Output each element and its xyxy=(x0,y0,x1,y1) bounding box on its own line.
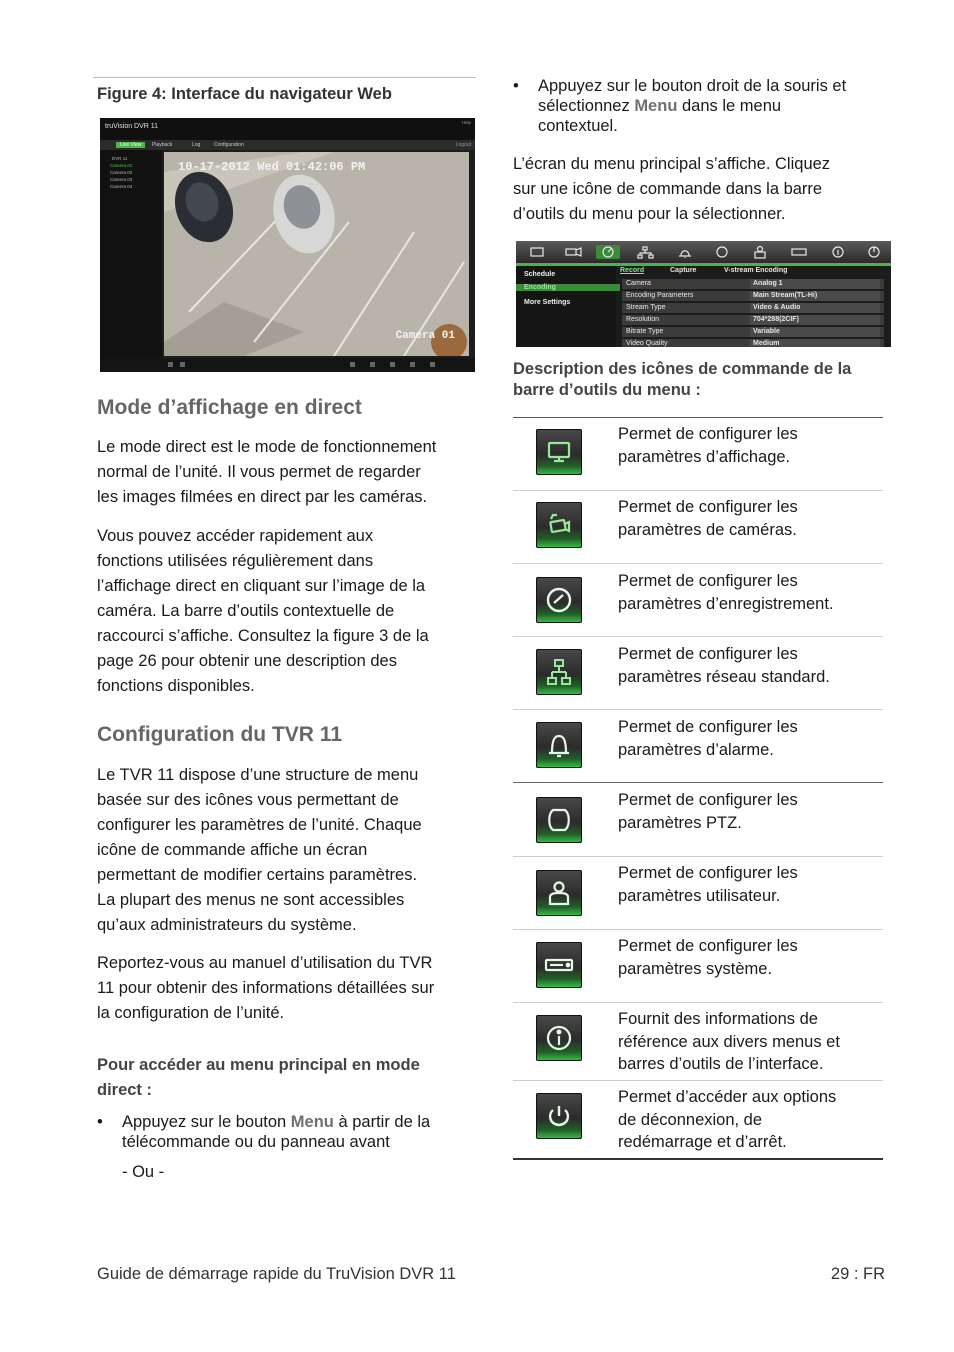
browser-interface-screenshot xyxy=(100,118,475,372)
record-gauge-icon xyxy=(536,577,582,623)
text-line: permettant de modifier certains paramètres. xyxy=(97,866,418,884)
nav-log[interactable]: Log xyxy=(192,142,201,148)
text-line: L’écran du menu principal s’affiche. Cliquez xyxy=(513,155,831,173)
text-line: paramètres PTZ. xyxy=(618,813,742,832)
user-icon xyxy=(536,870,582,916)
row-description xyxy=(618,716,798,761)
text-line: paramètres d’alarme. xyxy=(618,740,774,759)
text-line: l’affichage direct en cliquant sur l’image de la xyxy=(97,577,426,595)
text-line: paramètres système. xyxy=(618,959,773,978)
setting-label: Encoding Parameters xyxy=(626,292,694,299)
row-description xyxy=(618,423,798,468)
table-row xyxy=(513,930,883,1002)
menu-toolbar xyxy=(516,241,891,263)
text-line: configurer les paramètres de l’unité. Chaque xyxy=(97,816,422,834)
row-description xyxy=(618,1008,840,1076)
alarm-bell-icon xyxy=(536,722,582,768)
text-run: sélectionnez xyxy=(538,97,635,115)
text-line: qu’aux administrateurs du système. xyxy=(97,916,357,934)
camera-sidebar xyxy=(100,150,162,372)
or-separator: - Ou - xyxy=(122,1163,165,1181)
parking-lot-scene xyxy=(164,152,469,356)
text-run: dans le menu xyxy=(677,97,782,115)
text-line: normal de l’unité. Il vous permet de regarder xyxy=(97,463,421,481)
main-menu-screenshot xyxy=(516,241,891,347)
network-icon xyxy=(536,649,582,695)
text-line: La plupart des menus ne sont accessibles xyxy=(97,891,405,909)
audio-icon[interactable] xyxy=(410,362,415,367)
setting-label: Bitrate Type xyxy=(626,328,664,335)
text-line: Pour accéder au menu principal en mode xyxy=(97,1056,420,1074)
table-row xyxy=(513,710,883,782)
network-icon[interactable] xyxy=(634,245,658,259)
setting-label: Stream Type xyxy=(626,304,666,311)
setting-dropdown[interactable] xyxy=(750,339,880,347)
bullet-dot: • xyxy=(97,1113,103,1131)
table-row xyxy=(513,637,883,709)
text-line: les images filmées en direct par les caméras. xyxy=(97,488,428,506)
procedure-title xyxy=(97,1053,487,1103)
row-description xyxy=(618,570,834,615)
footer-guide-title: Guide de démarrage rapide du TruVision DVR 11 xyxy=(97,1265,456,1283)
browser-topbar xyxy=(100,118,475,140)
text-line: paramètres réseau standard. xyxy=(618,667,830,686)
setting-row[interactable] xyxy=(622,339,884,347)
setting-dropdown[interactable] xyxy=(750,315,880,325)
sidebar-title: DVR 11 xyxy=(112,156,128,161)
row-description xyxy=(618,1086,836,1154)
setting-value: Variable xyxy=(753,328,780,335)
video-camera-label: Camera 01 xyxy=(395,330,455,342)
display-icon xyxy=(536,429,582,475)
top-rule xyxy=(93,77,476,78)
menu-left-nav xyxy=(516,266,616,347)
bullet-remote-panel xyxy=(97,1112,487,1152)
nav-schedule[interactable]: Schedule xyxy=(524,271,556,278)
bullet-dot: • xyxy=(513,77,519,95)
fullscreen-icon[interactable] xyxy=(430,362,435,367)
display-icon[interactable] xyxy=(526,245,550,259)
row-description xyxy=(618,643,830,688)
table-row xyxy=(513,857,883,929)
row-description xyxy=(618,789,798,834)
ptz-dome-icon[interactable] xyxy=(710,245,734,259)
paragraph-user-manual xyxy=(97,951,487,1026)
power-icon xyxy=(536,1093,582,1139)
paragraph-main-menu xyxy=(513,152,893,227)
text-line: paramètres utilisateur. xyxy=(618,886,781,905)
camera-item[interactable]: Camera 02 xyxy=(110,170,133,175)
paragraph-live-mode xyxy=(97,435,487,510)
nav-logout[interactable]: Logout xyxy=(455,142,471,148)
nav-configuration[interactable]: Configuration xyxy=(214,142,244,148)
text-line: Description des icônes de commande de la xyxy=(513,360,852,378)
table-row xyxy=(513,783,883,855)
text-line: fonctions disponibles. xyxy=(97,677,255,695)
text-line: basée sur des icônes vous permettant de xyxy=(97,791,399,809)
record-gauge-icon[interactable] xyxy=(596,245,620,259)
setting-row[interactable] xyxy=(622,315,884,325)
text-line: Reportez-vous au manuel d’utilisation du TVR xyxy=(97,954,433,972)
text-line: Le TVR 11 dispose d’une structure de menu xyxy=(97,766,419,784)
text-line: Permet de configurer les xyxy=(618,791,798,809)
system-device-icon[interactable] xyxy=(786,245,810,259)
video-timestamp: 10-17-2012 Wed 01:42:06 PM xyxy=(178,160,366,174)
row-description xyxy=(618,496,798,541)
text-line: la configuration de l’unité. xyxy=(97,1004,285,1022)
text-line: Permet de configurer les xyxy=(618,572,798,590)
setting-dropdown[interactable] xyxy=(750,303,880,313)
setting-label: Resolution xyxy=(626,316,660,323)
tab-capture[interactable]: Capture xyxy=(670,267,697,274)
text-line: page 26 pour obtenir une description des xyxy=(97,652,397,670)
setting-row[interactable] xyxy=(622,279,884,289)
setting-value: Medium xyxy=(753,340,780,347)
live-video[interactable] xyxy=(164,152,469,356)
user-icon[interactable] xyxy=(748,245,772,259)
grid-icon[interactable] xyxy=(180,362,185,367)
text-line: Permet de configurer les xyxy=(618,498,798,516)
info-icon xyxy=(536,1015,582,1061)
nav-more-settings[interactable]: More Settings xyxy=(524,299,571,306)
text-line: Permet d’accéder aux options xyxy=(618,1088,837,1106)
table-row xyxy=(513,1003,883,1080)
text-line: Permet de configurer les xyxy=(618,645,798,663)
video-controls-bar xyxy=(100,358,475,372)
browser-nav xyxy=(100,140,475,150)
section-title-configuration: Configuration du TVR 11 xyxy=(97,723,342,746)
brand-logo: truVision DVR 11 xyxy=(105,123,159,130)
text-line: barres d’outils de l’interface. xyxy=(618,1055,824,1073)
text-line: Permet de configurer les xyxy=(618,425,798,443)
power-icon[interactable] xyxy=(862,245,886,259)
setting-value: Analog 1 xyxy=(753,280,783,287)
text-line: raccourci s’affiche. Consultez la figure 3 de la xyxy=(97,627,429,645)
menu-keyword: Menu xyxy=(290,1113,334,1131)
text-line: barre d’outils du menu : xyxy=(513,381,701,399)
text-line: d’outils du menu pour la sélectionner. xyxy=(513,205,786,223)
text-line: paramètres d’enregistrement. xyxy=(618,594,834,613)
alarm-bell-icon[interactable] xyxy=(672,245,696,259)
bullet-right-click xyxy=(513,76,893,136)
setting-value: Video & Audio xyxy=(753,304,801,311)
nav-playback[interactable]: Playback xyxy=(152,142,173,148)
table-row xyxy=(513,564,883,636)
text-line: Permet de configurer les xyxy=(618,864,798,882)
setting-value: 704*288(2CIF) xyxy=(753,316,799,323)
camera-item[interactable]: Camera 01 xyxy=(110,163,133,168)
nav-live-view[interactable]: Live View xyxy=(116,142,145,148)
text-line: Permet de configurer les xyxy=(618,718,798,736)
text-line: contextuel. xyxy=(538,117,618,135)
camera-icon[interactable] xyxy=(560,245,584,259)
text-line: paramètres d’affichage. xyxy=(618,447,791,466)
text-line: Fournit des informations de xyxy=(618,1010,818,1028)
setting-label: Camera xyxy=(626,280,651,287)
paragraph-menu-structure xyxy=(97,763,487,938)
system-device-icon xyxy=(536,942,582,988)
tab-record[interactable]: Record xyxy=(620,267,645,274)
text-line: icône de commande affiche un écran xyxy=(97,841,368,859)
stop-icon[interactable] xyxy=(168,362,173,367)
setting-value: Main Stream(TL-Hi) xyxy=(753,292,818,299)
section-title-live-mode: Mode d’affichage en direct xyxy=(97,396,362,419)
table-caption xyxy=(513,359,898,401)
row-description xyxy=(618,935,798,980)
text-line: télécommande ou du panneau avant xyxy=(122,1133,390,1151)
text-line: Vous pouvez accéder rapidement aux xyxy=(97,527,374,545)
setting-label: Video Quality xyxy=(626,340,668,347)
info-icon[interactable] xyxy=(826,245,850,259)
table-row xyxy=(513,491,883,563)
text-line: de déconnexion, de xyxy=(618,1110,763,1129)
text-run: à partir de la xyxy=(333,1113,431,1131)
text-run: Appuyez sur le bouton xyxy=(122,1113,291,1131)
text-line: paramètres de caméras. xyxy=(618,520,797,539)
help-link[interactable]: Help xyxy=(461,120,471,125)
setting-dropdown[interactable] xyxy=(750,327,880,337)
text-line: fonctions utilisées régulièrement dans xyxy=(97,552,374,570)
camera-item[interactable]: Camera 03 xyxy=(110,177,133,182)
menu-keyword: Menu xyxy=(634,97,678,115)
snapshot-icon[interactable] xyxy=(350,362,355,367)
text-line: caméra. La barre d’outils contextuelle de xyxy=(97,602,395,620)
tab-vstream[interactable]: V-stream Encoding xyxy=(724,267,788,274)
row-description xyxy=(618,862,798,907)
table-bottom-border xyxy=(513,1158,883,1160)
text-line: Le mode direct est le mode de fonctionnement xyxy=(97,438,437,456)
figure-title: Figure 4: Interface du navigateur Web xyxy=(97,85,392,103)
setting-row[interactable] xyxy=(622,303,884,313)
text-line: 11 pour obtenir des informations détaillées sur xyxy=(97,979,435,997)
text-line: référence aux divers menus et xyxy=(618,1032,840,1051)
text-line: redémarrage et d’arrêt. xyxy=(618,1133,787,1151)
camera-icon xyxy=(536,502,582,548)
paragraph-shortcut-toolbar xyxy=(97,524,487,699)
text-line: sur une icône de commande dans la barre xyxy=(513,180,823,198)
text-line: direct : xyxy=(97,1081,153,1099)
text-line: Appuyez sur le bouton droit de la souris et xyxy=(538,77,847,95)
zoom-icon[interactable] xyxy=(390,362,395,367)
footer-page-number: 29 : FR xyxy=(830,1265,885,1283)
table-row xyxy=(513,1081,883,1158)
ptz-dome-icon xyxy=(536,797,582,843)
setting-row[interactable] xyxy=(622,327,884,337)
table-row xyxy=(513,418,883,490)
setting-dropdown[interactable] xyxy=(750,291,880,301)
nav-encoding[interactable]: Encoding xyxy=(516,284,620,291)
camera-item[interactable]: Camera 04 xyxy=(110,184,133,189)
setting-dropdown[interactable] xyxy=(750,279,880,289)
record-icon[interactable] xyxy=(370,362,375,367)
text-line: Permet de configurer les xyxy=(618,937,798,955)
setting-row[interactable] xyxy=(622,291,884,301)
